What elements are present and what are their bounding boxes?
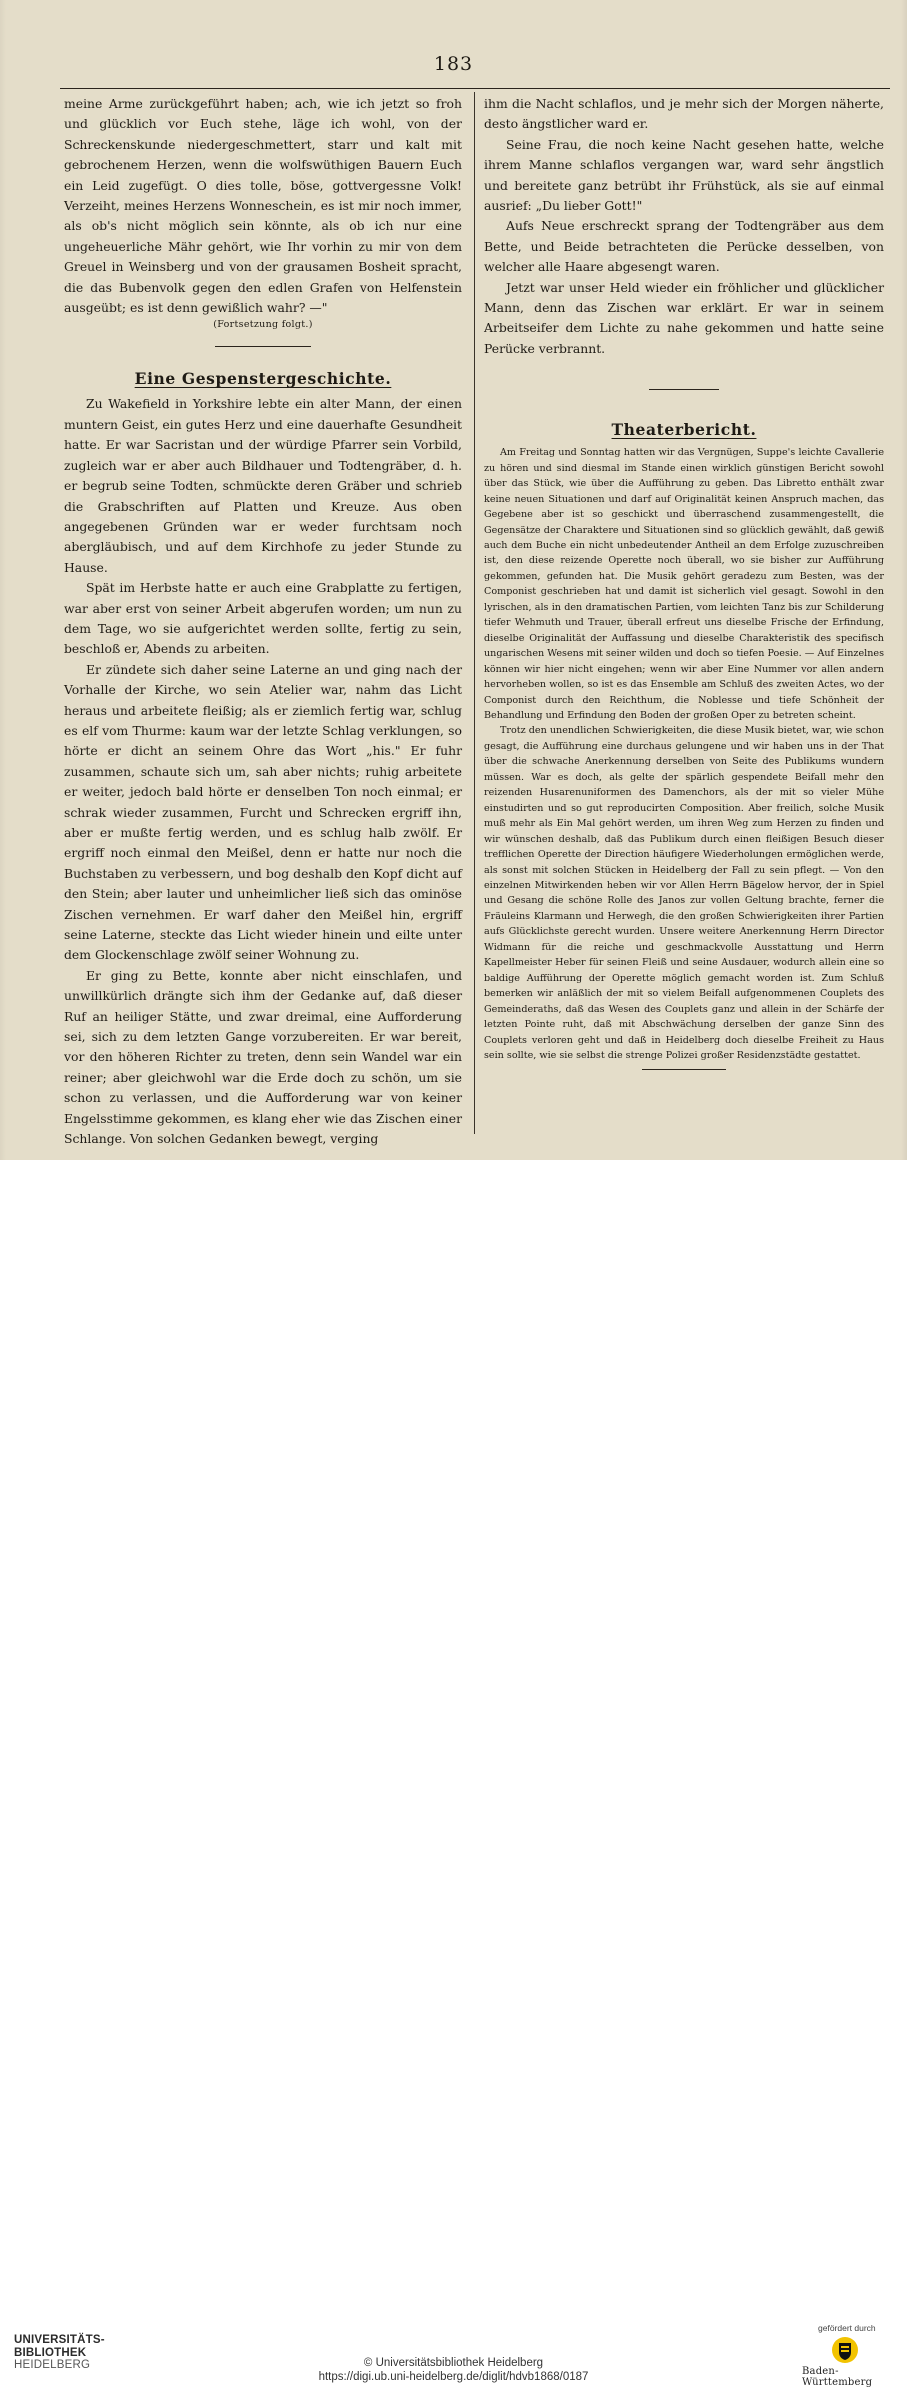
permalink-url[interactable]: https://digi.ub.uni-heidelberg.de/diglit/hdvb1868/0187 (318, 2371, 589, 2383)
funded-by-label: gefördert durch (818, 2323, 876, 2333)
funder-name: Baden-Württemberg (802, 2366, 873, 2388)
copyright-text: © Universitätsbibliothek Heidelberg (363, 2357, 544, 2369)
section-separator (215, 346, 311, 347)
story-paragraph: Er zündete sich daher seine Laterne an und ging nach der Vorhalle der Kirche, wo sein Atelier war, nahm das Licht heraus und arbeitete fleißig; als er ziemlich fertig war, schlug es elf vom Thurme: kaum war der letzte Schlag verklungen, so hörte er dicht an seinem Ohre das Wort „his." Er fuhr zusammen, schaute sich um, sah aber nichts; ruhig arbeitete er weiter, jedoch bald hörte er denselben Ton noch einmal; er schrak wieder zusammen, Furcht und Schrecken ergriff ihn, aber er mußte fertig werden, und es schlug halb zwölf. Er ergriff noch einmal den Meißel, denn er hatte nur noch die Buchstaben zu verbessern, und bog deshalb den Kopf dicht auf den Stein; aber lauter und unheimlicher ließ sich das ominöse Zischen vernehmen. Er warf daher den Meißel hin, ergriff seine Laterne, steckte das Licht wieder hinein und eilte unter dem Glockenschlage zwölf seiner Wohnung zu. (64, 661, 462, 963)
section-end-rule (642, 1069, 726, 1070)
story-paragraph: Aufs Neue erschreckt sprang der Todtengräber aus dem Bette, und Beide betrachteten die Perücke desselben, von welcher alle Haare abgesengt waren. (484, 218, 884, 275)
story-paragraph: Seine Frau, die noch keine Nacht gesehen hatte, welche ihrem Manne schlaflos vergangen war, ward sehr ängstlich und bereitete ganz betrübt ihr Frühstück, als sie auf einmal ausrief: „Du lieber Gott!" (484, 136, 884, 214)
story-paragraph: ihm die Nacht schlaflos, und je mehr sich der Morgen näherte, desto ängstlicher ward er. (484, 96, 884, 132)
story-paragraph: Spät im Herbste hatte er auch eine Grabplatte zu fertigen, war aber erst von seiner Arbeit abgerufen worden; um nun zu dem Tage, wo sie aufgerichtet werden sollte, fertig zu sein, beschloß er, Abends zu arbeiten. (64, 580, 462, 657)
newspaper-page (0, 0, 907, 1160)
continuation-note: (Fortsetzung folgt.) (213, 319, 313, 331)
library-name-line: BIBLIOTHEK (14, 2346, 87, 2359)
library-name-line: UNIVERSITÄTS- (14, 2334, 105, 2346)
header-rule (60, 88, 890, 89)
report-paragraph: Am Freitag und Sonntag hatten wir das Vergnügen, Suppe's leichte Cavallerie zu hören und sind diesmal im Stande einen wirklich günstigen Bericht sowohl über das Stück, wie über die Aufführung zu geben. Das Libretto enthält zwar keine neuen Situationen und darf auf Originalität keinen Anspruch machen, das Gegebene aber ist so geschickt und überraschend zusammengestellt, die Gegensätze der Charaktere und Situationen sind so glücklich gewählt, daß gewiß auch dem Buche ein nicht unbedeutender Antheil an dem Erfolge zuzuschreiben ist, den diese reizende Operette noch überall, wo sie bisher zur Aufführung gekommen, gefunden hat. Die Musik gehört geradezu zum Besten, was der Componist geschrieben hat und damit ist sicherlich viel gesagt. Sowohl in den lyrischen, als in den dramatischen Partien, vom leichten Tanz bis zur Schilderung tiefer Wehmuth und Trauer, überall erfreut uns dieselbe Frische der Erfindung, dieselbe Originalität der Auffassung und dieselbe Charakteristik des specifisch ungarischen Wesens mit seiner wilden und doch so tiefen Poesie. — Auf Einzelnes können wir hier nicht eingehen; wenn wir aber Eine Nummer vor allen andern hervorheben wollen, so ist es das Ensemble am Schluß des zweiten Actes, wo der Componist durch den Reichthum, die Noblesse und tiefe Schönheit der Behandlung und Erfindung den Boden der großen Oper zu betreten scheint. (484, 447, 884, 721)
story-paragraph: Er ging zu Bette, konnte aber nicht einschlafen, und unwillkürlich drängte sich ihm der Gedanke auf, daß dieser Ruf an heiliger Stätte, und zwar dreimal, eine Aufforderung sei, sich zu dem letzten Gange vorzubereiten. Er war bereit, vor den höheren Richter zu treten, denn sein Wandel war ein reiner; aber gleichwohl war die Erde doch zu schön, um sie schon zu verlassen, und die Aufforderung war von keiner Engelsstimme gekommen, es klang eher wie das Zischen einer Schlange. Von solchen Gedanken bewegt, verging (64, 967, 462, 1147)
library-name-line: HEIDELBERG (14, 2359, 91, 2371)
left-column (64, 94, 462, 1150)
section-separator (649, 389, 719, 390)
ghost-story-title: Eine Gespenstergeschichte. (134, 369, 392, 389)
baden-wuerttemberg-crest-icon (830, 2335, 860, 2365)
right-column (484, 94, 884, 1070)
theater-report-title: Theaterbericht. (611, 420, 757, 440)
column-divider (474, 92, 475, 1134)
continued-story-text: meine Arme zurückgeführt haben; ach, wie ich jetzt so froh und glücklich vor Euch stehe, läge ich wohl, von der Schreckenskunde niedergeschmettert, starr und kalt mit gebrochenem Herzen, wenn die wolfswüthigen Bauern Euch ein Leid zugefügt. O dies tolle, böse, gottvergessne Volk! Verzeiht, meines Herzens Wonneschein, es ist mir noch immer, als ob's nicht möglich sein könnte, als ob ich nur eine ungeheuerliche Mähr gehört, wie Ihr vorhin zu mir von dem Greuel in Weinsberg und von der grausamen Bosheit spracht, die das Bubenvolk gegen den edlen Grafen von Helfenstein ausgeübt; es ist denn gewißlich wahr? —" (64, 96, 462, 316)
page-number: 183 (433, 53, 474, 75)
story-paragraph: Jetzt war unser Held wieder ein fröhlicher und glücklicher Mann, denn das Zischen war erklärt. Er war in seinem Arbeitseifer dem Lichte zu nahe gekommen und hatte seine Perücke verbrannt. (484, 279, 884, 356)
story-paragraph: Zu Wakefield in Yorkshire lebte ein alter Mann, der einen muntern Geist, ein gutes Herz und eine dauerhafte Gesundheit hatte. Er war Sacristan und der würdige Pfarrer sein Vorbild, zugleich war er aber auch Bildhauer und Todtengräber, d. h. er begrub seine Todten, schmückte deren Gräber und schrieb die Grabschriften auf Platten und Kreuze. Aus oben angegebenen Gründen war er weder furchtsam noch abergläubisch, und auf dem Kirchhofe zu jeder Stunde zu Hause. (64, 396, 462, 575)
report-paragraph: Trotz den unendlichen Schwierigkeiten, die diese Musik bietet, war, wie schon gesagt, die Aufführung eine durchaus gelungene und wir haben uns in der That über die schwache Anerkennung derselben von Seite des Publikums wundern müssen. War es doch, als gelte der spärlich gespendete Beifall mehr den reizenden Husarenuniformen des Damenchors, als der mit so vieler Mühe einstudirten und so gut reproducirten Composition. Aber freilich, solche Musik muß mehr als Ein Mal gehört werden, um ihren Weg zum Herzen zu finden und wir wünschen deshalb, daß das Publikum durch einen fleißigen Besuch dieser trefflichen Operette der Direction häufigere Wiederholungen ermöglichen werde, als sonst mit solchen Stücken in Heidelberg der Fall zu sein pflegt. — Von den einzelnen Mitwirkenden heben wir vor Allen Herrn Bägelow hervor, der in Spiel und Gesang die schöne Rolle des Janos zur vollen Geltung brachte, ferner die Fräuleins Klarmann und Herwegh, die den großen Schwierigkeiten ihrer Partien aufs Glücklichste gerecht wurden. Unsere weitere Anerkennung Herrn Director Widmann für die reiche und geschmackvolle Ausstattung und Herrn Kapellmeister Heber für seinen Fleiß und seine Ausdauer, wodurch allein eine so baldige Aufführung der Operette möglich gemacht worden ist. Zum Schluß bemerken wir anläßlich der mit so vielem Beifall aufgenommenen Couplets des Gemeinderaths, daß das Wesen des Couplets ganz und allein in der Schärfe der letzten Pointe ruht, daß mit Abschwächung derselben der ganze Sinn des Couplets verloren geht und daß in Heidelberg doch dieselbe Freiheit zu Haus sein sollte, wie sie selbst die strenge Polizei großer Residenzstädte gestattet. (484, 725, 884, 1061)
viewer-footer (0, 1160, 907, 2388)
copyright-block (0, 2356, 907, 2384)
